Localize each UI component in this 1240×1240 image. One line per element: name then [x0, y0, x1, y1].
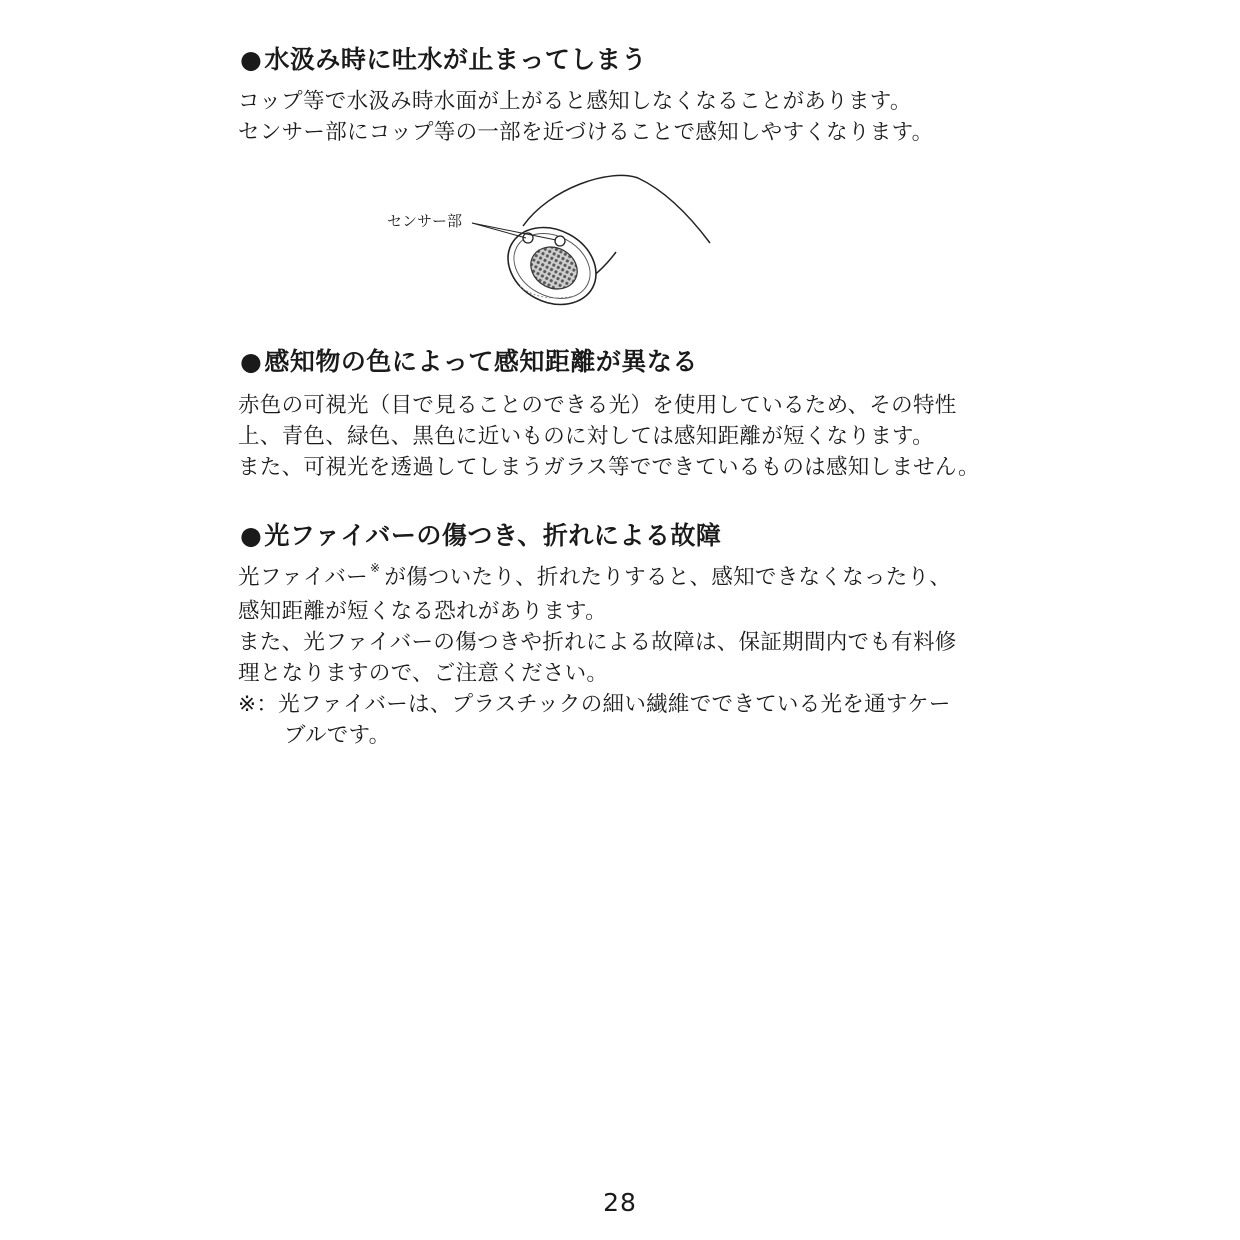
- heading-text: 光ファイバーの傷つき、折れによる故障: [264, 521, 722, 550]
- sensor-label: センサー部: [387, 212, 463, 230]
- body-line: また、光ファイバーの傷つきや折れによる故障は、保証期間内でも有料修: [238, 630, 957, 655]
- body-line: 理となりますので、ご注意ください。: [238, 661, 609, 686]
- body-line: 上、青色、緑色、黒色に近いものに対しては感知距離が短くなります。: [238, 424, 934, 449]
- section-body-fiber-damage: [238, 562, 957, 751]
- section-heading-water-stop: [240, 44, 647, 76]
- body-line: また、可視光を透過してしまうガラス等でできているものは感知しません。: [238, 455, 980, 480]
- bullet-icon: ●: [240, 347, 263, 376]
- page-number: 28: [603, 1188, 637, 1217]
- body-text: 光ファイバー: [238, 565, 368, 590]
- heading-text: 感知物の色によって感知距離が異なる: [264, 347, 698, 376]
- bullet-icon: ●: [240, 521, 263, 550]
- section-heading-color-distance: [240, 346, 698, 378]
- body-line: 赤色の可視光（目で見ることのできる光）を使用しているため、その特性: [238, 393, 957, 418]
- footnote-line: ブルです。: [284, 723, 391, 748]
- body-line: コップ等で水汲み時水面が上がると感知しなくなることがあります。: [238, 89, 912, 114]
- section-body-color-distance: [238, 390, 980, 483]
- section-heading-fiber-damage: [240, 520, 721, 552]
- body-text: が傷ついたり、折れたりすると、感知できなくなったり、: [384, 565, 952, 590]
- body-line: センサー部にコップ等の一部を近づけることで感知しやすくなります。: [238, 120, 934, 145]
- heading-text: 水汲み時に吐水が止まってしまう: [264, 45, 647, 74]
- note-mark: ※: [369, 561, 381, 575]
- section-body-water-stop: [238, 86, 933, 148]
- sensor-figure: [380, 168, 720, 308]
- bullet-icon: ●: [240, 45, 263, 74]
- body-line: 感知距離が短くなる恐れがあります。: [238, 599, 607, 624]
- footnote-line: ※：光ファイバーは、プラスチックの細い繊維でできている光を通すケー: [238, 692, 951, 717]
- faucet-spout-icon: [380, 168, 720, 308]
- body-line: [238, 562, 957, 596]
